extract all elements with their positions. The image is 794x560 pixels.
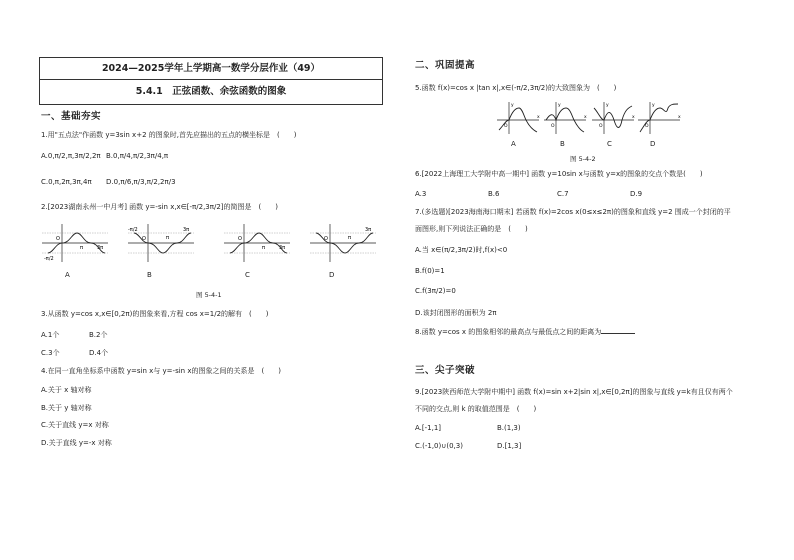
q2-label-a: A	[65, 271, 70, 279]
question-9-line-2: 不同的交点,则 k 的取值范围是 ( )	[415, 405, 537, 413]
svg-text:O: O	[551, 124, 555, 129]
q1-option-d: D.0,π/6,π/3,π/2,2π/3	[106, 178, 176, 186]
q2-graph-b	[126, 222, 196, 264]
question-3: 3.从函数 y=cos x,x∈[0,2π)的图象来看,方程 cos x=1/2的解有 ( )	[41, 310, 269, 318]
q3-option-c: C.3个	[41, 349, 60, 357]
svg-text:x: x	[584, 115, 587, 120]
question-1: 1.用"五点法"作函数 y=3sin x+2 的图象时,首先应描出的五点的横坐标是 ( )	[41, 131, 297, 139]
q9-option-d: D.[1,3]	[497, 442, 522, 450]
question-6: 6.[2022上海理工大学附中高一期中] 函数 y=10sin x与函数 y=x的图象的交点个数是( )	[415, 170, 703, 178]
question-8-text: 8.函数 y=cos x 的图象相邻的最高点与最低点之间的距离为	[415, 328, 602, 336]
svg-text:π: π	[80, 245, 84, 251]
question-2: 2.[2023湖南永州一中月考] 函数 y=-sin x,x∈[-π/2,3π/2]的简图是 ( )	[41, 203, 278, 211]
q2-graph-a	[40, 222, 110, 264]
svg-text:3π: 3π	[97, 245, 104, 251]
svg-text:O: O	[238, 236, 242, 242]
svg-text:3π: 3π	[279, 245, 286, 251]
q7-option-b: B.f(0)=1	[415, 267, 445, 275]
svg-text:3π: 3π	[365, 227, 372, 233]
svg-text:y: y	[606, 103, 609, 108]
svg-text:y: y	[511, 103, 514, 108]
q5-label-c: C	[607, 140, 612, 148]
q4-option-d: D.关于直线 y=-x 对称	[41, 439, 112, 447]
q2-label-d: D	[329, 271, 335, 279]
svg-text:-π/2: -π/2	[44, 256, 54, 262]
q1-option-b: B.0,π/4,π/2,3π/4,π	[106, 152, 169, 160]
svg-text:π: π	[166, 235, 170, 241]
q4-option-b: B.关于 y 轴对称	[41, 404, 92, 412]
q1-option-c: C.0,π,2π,3π,4π	[41, 178, 92, 186]
svg-text:π: π	[262, 245, 266, 251]
section-heading-top: 三、尖子突破	[415, 365, 476, 376]
svg-text:x: x	[632, 115, 635, 120]
q7-option-c: C.f(3π/2)=0	[415, 287, 456, 295]
q5-label-a: A	[511, 140, 516, 148]
svg-text:π: π	[348, 235, 352, 241]
svg-text:O: O	[645, 124, 649, 129]
answer-blank	[601, 327, 635, 334]
section-heading-consolidate: 二、巩固提高	[415, 60, 476, 71]
figure-caption-5-4-2: 图 5-4-2	[570, 155, 596, 163]
q2-graph-d	[308, 222, 378, 264]
q2-graph-c	[222, 222, 292, 264]
svg-text:x: x	[678, 115, 681, 120]
figure-caption-5-4-1: 图 5-4-1	[196, 291, 222, 299]
q1-option-a: A.0,π/2,π,3π/2,2π	[41, 152, 101, 160]
q5-graph-a	[495, 100, 541, 136]
svg-text:3π: 3π	[183, 227, 190, 233]
question-4: 4.在同一直角坐标系中函数 y=sin x与 y=-sin x的图象之间的关系是 ( )	[41, 367, 281, 375]
q5-label-d: D	[650, 140, 656, 148]
q4-option-a: A.关于 x 轴对称	[41, 386, 92, 394]
q7-option-d: D.该封闭图形的面积为 2π	[415, 309, 497, 317]
question-8	[415, 327, 635, 337]
q5-graph-b	[542, 100, 588, 136]
svg-text:y: y	[558, 103, 561, 108]
q9-option-a: A.[-1,1]	[415, 424, 442, 432]
svg-text:O: O	[324, 236, 328, 242]
q3-option-b: B.2个	[89, 331, 108, 339]
q5-graph-d	[636, 100, 682, 136]
question-7-line-2: 面图形,则下列说法正确的是 ( )	[415, 225, 528, 233]
page-subtitle: 5.4.1 正弦函数、余弦函数的图象	[135, 86, 287, 97]
q9-option-b: B.(1,3)	[497, 424, 521, 432]
q2-label-c: C	[245, 271, 250, 279]
q6-option-d: D.9	[630, 190, 643, 198]
question-5: 5.函数 f(x)=cos x |tan x|,x∈(-π/2,3π/2)的大致图象为 ( )	[415, 84, 617, 92]
svg-text:O: O	[599, 124, 603, 129]
question-9-line-1: 9.[2023陕西师范大学附中期中] 函数 f(x)=sin x+2|sin x|,x∈[0,2π]的图象与直线 y=k有且仅有两个	[415, 388, 733, 396]
q2-label-b: B	[147, 271, 152, 279]
svg-text:O: O	[56, 236, 60, 242]
section-heading-basic: 一、基础夯实	[41, 111, 102, 122]
q6-option-a: A.3	[415, 190, 427, 198]
q6-option-b: B.6	[488, 190, 500, 198]
q9-option-c: C.(-1,0)∪(0,3)	[415, 442, 463, 450]
svg-text:O: O	[142, 236, 146, 242]
page-title: 2024—2025学年上学期高一数学分层作业（49）	[40, 58, 382, 80]
svg-text:y: y	[652, 103, 655, 108]
svg-text:-π/2: -π/2	[128, 227, 138, 233]
q7-option-a: A.当 x∈(π/2,3π/2)时,f(x)<0	[415, 246, 508, 254]
svg-text:O: O	[504, 124, 508, 129]
q5-graph-c	[590, 100, 636, 136]
q6-option-c: C.7	[557, 190, 569, 198]
q4-option-c: C.关于直线 y=x 对称	[41, 421, 109, 429]
title-box	[39, 57, 383, 105]
svg-text:x: x	[537, 115, 540, 120]
q3-option-d: D.4个	[89, 349, 109, 357]
question-7-line-1: 7.(多选题)[2023海南海口期末] 若函数 f(x)=2cos x(0≤x≤2π)的图象和直线 y=2 围成一个封闭的平	[415, 208, 731, 216]
q3-option-a: A.1个	[41, 331, 60, 339]
q5-label-b: B	[560, 140, 565, 148]
